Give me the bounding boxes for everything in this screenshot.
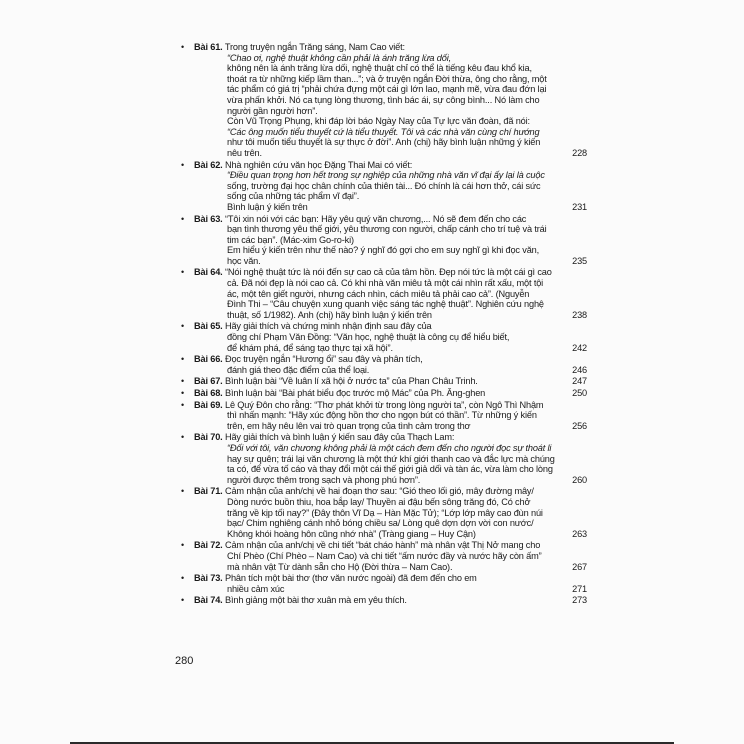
- entry-label: Bài 70.: [194, 432, 223, 443]
- toc-entry: [181, 267, 587, 320]
- entry-first-line: [194, 267, 587, 278]
- entry-first-line: [194, 321, 587, 332]
- entry-first-line: [194, 400, 587, 411]
- entry-label: Bài 73.: [194, 573, 223, 584]
- entry-page-number: 260: [572, 474, 587, 485]
- bullet-icon: •: [181, 573, 185, 584]
- entry-first-line: [194, 486, 587, 497]
- entry-text: “Tôi xin nói với các bạn: Hãy yêu quý văn chương,... Nó sẽ đem đến cho các: [224, 213, 527, 224]
- entry-page-number: 267: [572, 561, 587, 572]
- entry-line: “Điều quan trọng hơn hết trong sự nghiệp của những nhà văn vĩ đại ấy lại là cuộc: [227, 170, 545, 181]
- bullet-icon: •: [181, 540, 185, 551]
- entry-line: Chí Phèo (Chí Phèo – Nam Cao) và chi tiết “ấm nước đầy và nước hãy còn ấm”: [227, 550, 542, 561]
- entry-first-line: [194, 376, 587, 387]
- entry-page-number: 231: [572, 201, 587, 212]
- entry-line: trăng về kịp tối nay?” (Đây thôn Vĩ Dạ – Hàn Mặc Tử); “Lớp lớp mây cao đùn núi: [227, 507, 543, 518]
- toc-entry: [181, 573, 587, 594]
- entry-label: Bài 66.: [194, 354, 223, 365]
- entry-line: ta có, để vừa tố cáo và thay đổi một cái thế giới giả dối và tàn ác, vừa làm cho lòng: [227, 464, 553, 475]
- entry-first-line: [194, 432, 587, 443]
- bullet-icon: •: [181, 595, 185, 606]
- entry-line: như tôi muốn tiểu thuyết là sự thực ở đời”. Anh (chị) hãy bình luận những ý kiến: [227, 137, 541, 148]
- entry-line: thoát ra từ những kiếp lầm than...”; và ở truyện ngắn Đời thừa, ông cho rằng, một: [227, 73, 547, 84]
- entry-line: nêu trên. 228: [227, 147, 587, 158]
- entry-text: Bình luận bài “Bài phát biểu đọc trước mộ Mác” của Ph. Ăng-ghen: [224, 388, 486, 398]
- entry-page-number: 242: [572, 342, 587, 353]
- entry-line: không nên là ánh trăng lừa dối, nghệ thuật chỉ có thể là tiếng kêu đau khổ kia,: [227, 63, 532, 74]
- bullet-icon: •: [181, 321, 185, 332]
- entry-text: Phân tích một bài thơ (thơ văn nước ngoài) đã đem đến cho em: [224, 573, 477, 584]
- entry-text: “Nói nghệ thuật tức là nói đến sự cao cả của tâm hồn. Đẹp nói tức là một cái gì cao: [224, 267, 552, 278]
- entry-label: Bài 69.: [194, 399, 223, 410]
- bullet-icon: •: [181, 486, 185, 497]
- entry-label: Bài 65.: [194, 321, 223, 332]
- toc-entry: [181, 321, 587, 353]
- entry-line: vừa phấn khởi. Nó ca tụng lòng thương, tình bác ái, sự công bình... Nó làm cho: [227, 94, 540, 105]
- entry-text: Hãy giải thích và bình luận ý kiến sau đây của Thạch Lam:: [224, 432, 455, 443]
- entry-line: bạc/ Chim nghiêng cánh nhỏ bóng chiều sa/ Lòng quê dợn dợn vời con nước/: [227, 518, 534, 529]
- bullet-icon: •: [181, 267, 185, 278]
- entry-text: Nhà nghiên cứu văn học Đặng Thai Mai có viết:: [224, 159, 413, 170]
- toc-entry: [181, 400, 587, 432]
- entry-label: Bài 64.: [194, 267, 223, 278]
- entry-line: Bình luận ý kiến trên 231: [227, 201, 587, 212]
- bullet-icon: •: [181, 399, 185, 410]
- toc-entry: [181, 214, 587, 267]
- entry-page-number: 238: [572, 309, 587, 320]
- toc-entry: [181, 160, 587, 213]
- entry-first-line: [194, 354, 587, 365]
- entry-text: Trong truyện ngắn Trăng sáng, Nam Cao viết:: [224, 42, 405, 52]
- bullet-icon: •: [181, 42, 185, 52]
- entry-text: Cảm nhận của anh/chị về chi tiết “bát cháo hành” mà nhân vật Thị Nở mang cho: [224, 540, 541, 551]
- toc-entry: [181, 376, 587, 387]
- entry-line: thì nhấn mạnh: “Hãy xúc động hồn thơ cho ngọn bút có thần”. Từ những ý kiến: [227, 410, 537, 421]
- entry-line: Đình Thi – “Câu chuyện xung quanh việc sáng tác nghệ thuật”. Nghiên cứu nghệ: [227, 299, 544, 310]
- entry-label: Bài 62.: [194, 159, 223, 170]
- entry-line: Em hiểu ý kiến trên như thế nào? ý nghĩ đó gợi cho em suy nghĩ gì khi đọc văn,: [227, 245, 540, 256]
- entry-line: tim các bạn”. (Mác-xim Go-ro-ki): [227, 234, 354, 245]
- entry-page-number: 250: [572, 388, 587, 398]
- entry-label: Bài 68.: [194, 388, 223, 398]
- entry-page-number: 273: [572, 595, 587, 606]
- entry-label: Bài 71.: [194, 486, 223, 497]
- toc-entry: [181, 432, 587, 485]
- entry-line: Còn Vũ Trọng Phụng, khi đáp lời báo Ngày Nay của Tự lực văn đoàn, đã nói:: [227, 116, 530, 127]
- entry-line: đồng chí Phạm Văn Đồng: “Văn học, nghệ thuật là công cụ để hiểu biết,: [227, 332, 510, 343]
- entry-line: để khám phá, để sáng tạo thực tại xã hội”. 242: [227, 342, 587, 353]
- entry-line: thuật, số 1/1982). Anh (chị) hãy bình luận ý kiến trên 238: [227, 309, 587, 320]
- entry-first-line: [194, 214, 587, 225]
- entry-line: hay sự quên; trái lại văn chương là một thứ khí giới thanh cao và đắc lực mà chúng: [227, 453, 555, 464]
- entry-page-number: 235: [572, 255, 587, 266]
- entry-line: học văn. 235: [227, 255, 587, 266]
- bullet-icon: •: [181, 159, 185, 170]
- entry-label: Bài 74.: [194, 595, 223, 606]
- entry-line: người được thêm trong sạch và phong phú hơn”. 260: [227, 474, 587, 485]
- entry-line: Dòng nước buồn thiu, hoa bắp lay/ Thuyền ai đậu bến sông trăng đó, Có chở: [227, 496, 531, 507]
- entry-first-line: [194, 595, 587, 606]
- entry-line: người gần người hơn”.: [227, 105, 318, 116]
- entry-line: mà nhân vật Từ dành sẵn cho Hộ (Đời thừa – Nam Cao). 267: [227, 561, 587, 572]
- bullet-icon: •: [181, 388, 185, 398]
- entry-line: nhiều cảm xúc 271: [227, 583, 587, 594]
- entry-line: tác phẩm có giá trị “phải chứa đựng một cái gì lớn lao, mạnh mẽ, vừa đau đớn lại: [227, 84, 547, 95]
- toc-entry: [181, 595, 587, 606]
- entry-line: bạn tình thương yêu thế giới, yêu thương con người, chấp cánh cho trí tuệ và trái: [227, 224, 547, 235]
- entry-label: Bài 61.: [194, 42, 223, 52]
- entry-page-number: 256: [572, 420, 587, 431]
- toc-entry: [181, 354, 587, 375]
- entry-line: “Chao ơi, nghệ thuật không cần phải là ánh trăng lừa dối,: [227, 52, 451, 63]
- toc-entry: [181, 388, 587, 399]
- entry-label: Bài 72.: [194, 540, 223, 551]
- entry-label: Bài 63.: [194, 213, 223, 224]
- entry-text: Bình giảng một bài thơ xuân mà em yêu thích.: [224, 595, 407, 606]
- entry-first-line: [194, 388, 587, 399]
- entry-page-number: 246: [572, 364, 587, 375]
- entry-page-number: 247: [572, 376, 587, 387]
- entry-line: Không khói hoàng hôn cũng nhớ nhà” (Tràng giang – Huy Cận) 263: [227, 528, 587, 539]
- bullet-icon: •: [181, 213, 185, 224]
- entry-page-number: 228: [572, 147, 587, 158]
- entry-first-line: [194, 540, 587, 551]
- entry-line: ác, một tên giết người, nhưng cách nhìn, cách miêu tả phải cao cả”. (Nguyễn: [227, 288, 530, 299]
- entry-line: trên, em hãy nêu lên vai trò quan trọng của tình cảm trong thơ 256: [227, 420, 587, 431]
- toc-entry: [181, 42, 587, 159]
- entry-text: Hãy giải thích và chứng minh nhận định sau đây của: [224, 321, 432, 332]
- entry-text: Cảm nhận của anh/chị về hai đoạn thơ sau: “Gió theo lối gió, mây đường mây/: [224, 486, 534, 497]
- bullet-icon: •: [181, 376, 185, 387]
- toc-entry: [181, 486, 587, 539]
- entry-page-number: 271: [572, 583, 587, 594]
- entry-first-line: [194, 160, 587, 171]
- entry-label: Bài 67.: [194, 376, 223, 387]
- entry-line: “Đối với tôi, văn chương không phải là một cách đem đến cho người đọc sự thoát li: [227, 442, 552, 453]
- entry-text: Lê Quý Đôn cho rằng: “Thơ phát khởi từ trong lòng người ta”, còn Ngô Thì Nhậm: [224, 399, 544, 410]
- toc-entry: [181, 540, 587, 572]
- entry-page-number: 263: [572, 528, 587, 539]
- entry-first-line: [194, 42, 587, 53]
- entry-line: đánh giá theo đặc điểm của thể loại. 246: [227, 364, 587, 375]
- entry-line: “Các ông muốn tiểu thuyết cứ là tiểu thuyết. Tôi và các nhà văn cùng chí hướng: [227, 126, 540, 137]
- entry-first-line: [194, 573, 587, 584]
- entry-line: sống của những tác phẩm vĩ đại”.: [227, 191, 360, 202]
- entry-text: Đọc truyện ngắn “Hương ổi” sau đây và phân tích,: [224, 354, 423, 365]
- entry-line: sống, trường đại học chân chính của thiên tài... Đó chính là cái hơn thở, cái sức: [227, 180, 541, 191]
- entry-line: cả. Đã nói đẹp là nói cao cả. Có khi nhà văn miêu tả một cái nhìn rất xấu, một tội: [227, 278, 544, 289]
- page-number: 280: [175, 655, 194, 667]
- table-of-contents: [181, 42, 587, 607]
- entry-text: Bình luận bài “Về luân lí xã hội ở nước ta” của Phan Châu Trinh.: [224, 376, 478, 387]
- bullet-icon: •: [181, 354, 185, 365]
- bullet-icon: •: [181, 432, 185, 443]
